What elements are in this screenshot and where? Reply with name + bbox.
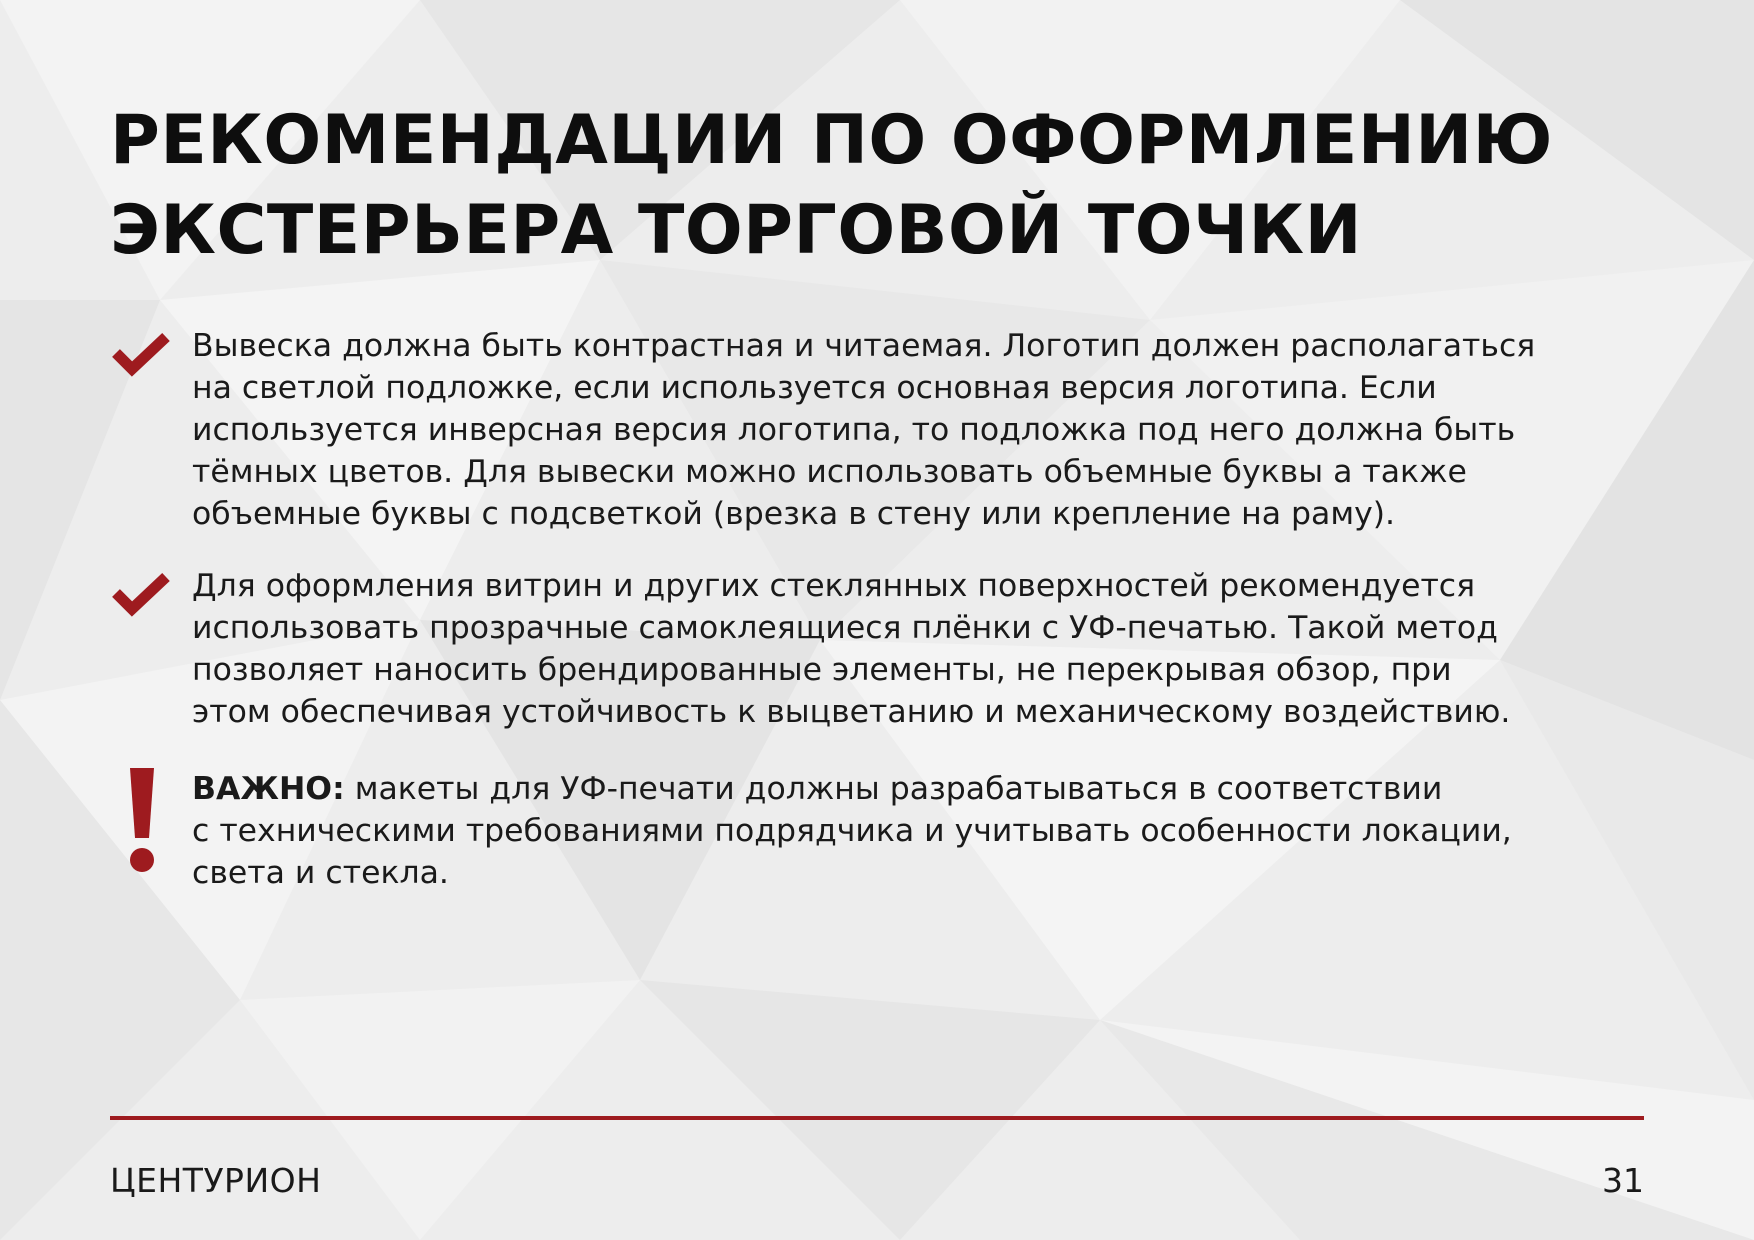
checkmark-icon (110, 325, 174, 389)
footer-divider (110, 1116, 1644, 1120)
page-title-line-1: РЕКОМЕНДАЦИИ ПО ОФОРМЛЕНИЮ (110, 101, 1553, 180)
exclamation-icon (110, 766, 174, 876)
footer-brand: ЦЕНТУРИОН (110, 1161, 322, 1200)
important-label: ВАЖНО: (192, 771, 345, 807)
recommendation-text: Для оформления витрин и других стеклянных поверхностей рекомендуется использовать прозрачные самоклеящиеся плёнки с УФ-печатью. Такой метод позволяет наносить брендированные элементы, не перекрывая обзор, при этом обеспечивая устойчивость к выцветанию и механическому воздействию. (192, 568, 1511, 730)
important-note-text: ВАЖНО: макеты для УФ-печати должны разрабатываться в соответствии с техническими требованиями подрядчика и учитывать особенности локации, света и стекла. (192, 771, 1512, 891)
recommendation-text: Вывеска должна быть контрастная и читаемая. Логотип должен располагаться на светлой подложке, если используется основная версия логотипа. Если используется инверсная версия логотипа, то подложка под него должна быть тёмных цветов. Для вывески можно использовать объемные буквы а также объемные буквы с подсветкой (врезка в стену или крепление на раму). (192, 328, 1536, 532)
page-title (110, 96, 1650, 276)
page-number: 31 (1602, 1161, 1644, 1200)
checkmark-icon (110, 565, 174, 629)
page-title-line-2: ЭКСТЕРЬЕРА ТОРГОВОЙ ТОЧКИ (110, 191, 1363, 270)
